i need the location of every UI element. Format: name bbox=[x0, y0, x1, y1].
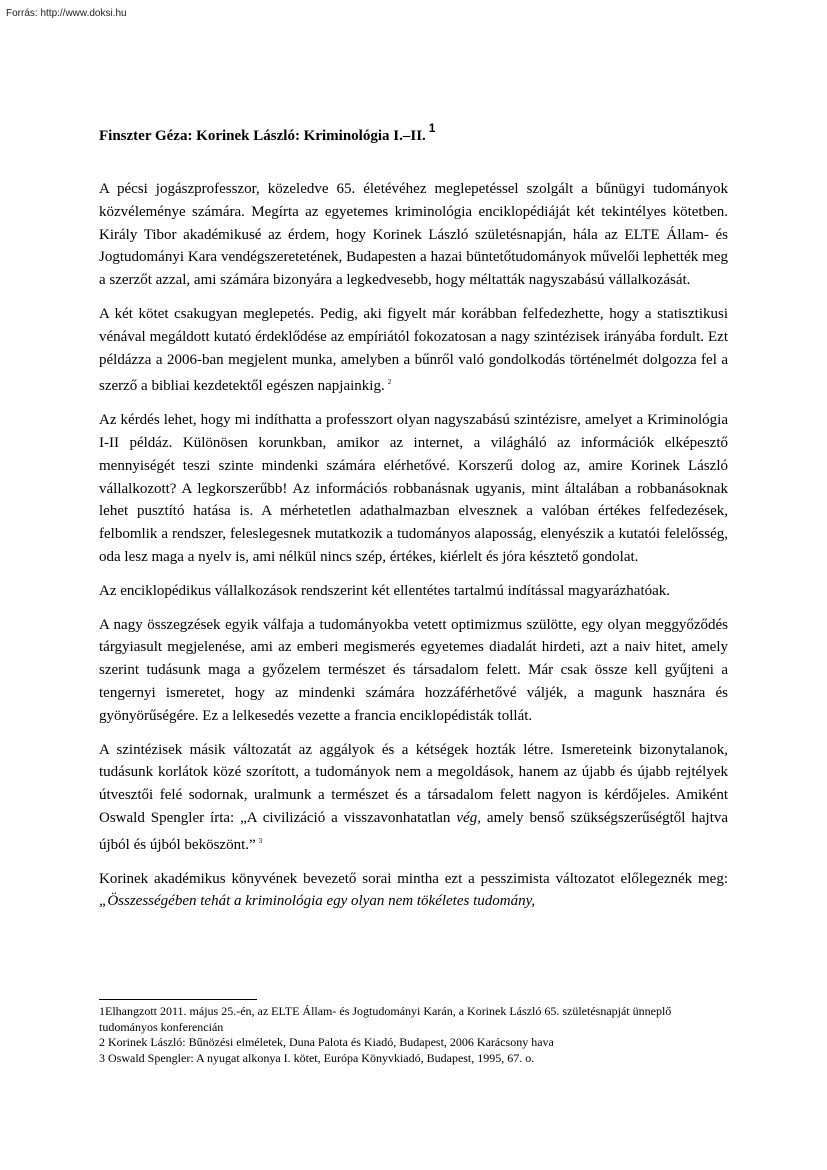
paragraph-7-text: Korinek akadémikus könyvének bevezető sorai mintha ezt a pesszimista változatot előlegeznék meg: bbox=[99, 870, 728, 887]
footnote-mark-3: 3 bbox=[258, 836, 263, 845]
paragraph-4: Az enciklopédikus vállalkozások rendszerint két ellentétes tartalmú indítással magyarázhatóak. bbox=[99, 582, 671, 599]
paragraph-7 bbox=[99, 868, 728, 914]
source-url: Forrás: http://www.doksi.hu bbox=[6, 8, 127, 19]
footnote-separator bbox=[99, 999, 257, 1000]
document-body bbox=[99, 116, 728, 924]
paragraph-5: A nagy összegzések egyik válfaja a tudományokba vetett optimizmus szülötte, egy olyan meggyőződés tárgyiasult megjelenése, ami az emberi megismerés egyetemes diadalát hirdeti, azt a naiv hitet, amely szerint tudásunk maga a győzelem természet és társadalom felett. Már csak össze kell gyűjteni a tengernyi ismeretet, hogy az mindenki számára hozzáférhetővé váljék, a magunk hasznára és gyönyörűségére. Ez a lelkesedés vezette a francia enciklopédisták tollát. bbox=[99, 616, 728, 724]
footnotes bbox=[99, 1004, 728, 1066]
paragraph-2-text: A két kötet csakugyan meglepetés. Pedig, aki figyelt már korábban felfedezhette, hogy a statisztikusi vénával megáldott kutató érdeklődése az empíriától fokozatosan a nagy szintézisek irányába fordult. Ezt példázza a 2006-ban megjelent munka, amelyben a bűnről való gondolkodás történelmét dolgozza fel a szerző a bibliai kezdetektől egészen napjainkig. bbox=[99, 305, 728, 395]
footnote-3: 3 Oswald Spengler: A nyugat alkonya I. kötet, Európa Könyvkiadó, Budapest, 1995, 67. o. bbox=[99, 1050, 535, 1065]
paragraph-6-tail: amely benső szükségszerűségtől hajtva újból és újból beköszönt.” bbox=[99, 809, 729, 853]
footnote-1: 1Elhangzott 2011. május 25.-én, az ELTE Állam- és Jogtudományi Karán, a Korinek László 65. születésnapját ünneplő tudományos konferencián bbox=[99, 1004, 672, 1034]
paragraph-6-text: A szintézisek másik változatát az aggályok és a kétségek hozták létre. Ismereteink bizonytalanok, tudásunk korlátok közé szorított, a tudományok nem a megoldások, hanem az újabb és újabb rejtélyek útvesztői felé sodornak, uralmunk a természet és a társadalom felett nagyon is kérdőjeles. Amiként Oswald Spengler írta: „A civilizáció a visszavonhatatlan bbox=[99, 741, 728, 826]
title-text: Finszter Géza: Korinek László: Kriminológia I.–II. bbox=[99, 128, 426, 144]
paragraph-7-quote: „Összességében tehát a kriminológia egy olyan nem tökéletes tudomány, bbox=[99, 893, 536, 910]
title-footnote-mark: 1 bbox=[428, 121, 436, 135]
paragraph-1: A pécsi jogászprofesszor, közeledve 65. életévéhez meglepetéssel szolgált a bűnügyi tudományok közvéleménye számára. Megírta az egyetemes kriminológia enciklopédiáját két tekintélyes kötetben. Király Tibor akadémikusé az érdem, hogy Korinek László születésnapján, hála az ELTE Állam- és Jogtudományi Kara vendégszeretetének, Budapesten a hazai büntetőtudományok művelői lephették meg a szerzőt azzal, ami számára bizonyára a legkedvesebb, hogy méltatták nagyszabású vállalkozását. bbox=[99, 181, 728, 289]
italic-word: vég, bbox=[456, 809, 481, 826]
footnote-mark-2: 2 bbox=[387, 378, 392, 387]
page-title bbox=[99, 116, 728, 148]
paragraph-2 bbox=[99, 303, 728, 398]
paragraph-3: Az kérdés lehet, hogy mi indíthatta a professzort olyan nagyszabású szintézisre, amelyet a Kriminológia I-II példáz. Különösen korunkban, amikor az internet, a világháló az információk elképesztő mennyiségét teszi szinte mindenki számára elérhetővé. Korszerű dolog az, amire Korinek László vállalkozott? A legkorszerűbb! Az információs robbanásnak ugyanis, mint általában a robbanásoknak lehet pusztító hatása is. A mérhetetlen adathalmazban elvesznek a valóban értékes felfedezések, felbomlik a rendszer, feleslegesnek mutatkozik a tudományos alaposság, elenyészik a kutatói felelősség, oda lesz maga a nyelv is, ami nélkül nincs szép, értékes, kiérlelt és jóra késztető gondolat. bbox=[99, 412, 728, 565]
paragraph-6 bbox=[99, 739, 728, 857]
footnote-2: 2 Korinek László: Bűnözési elméletek, Duna Palota és Kiadó, Budapest, 2006 Karácsony hava bbox=[99, 1035, 554, 1049]
